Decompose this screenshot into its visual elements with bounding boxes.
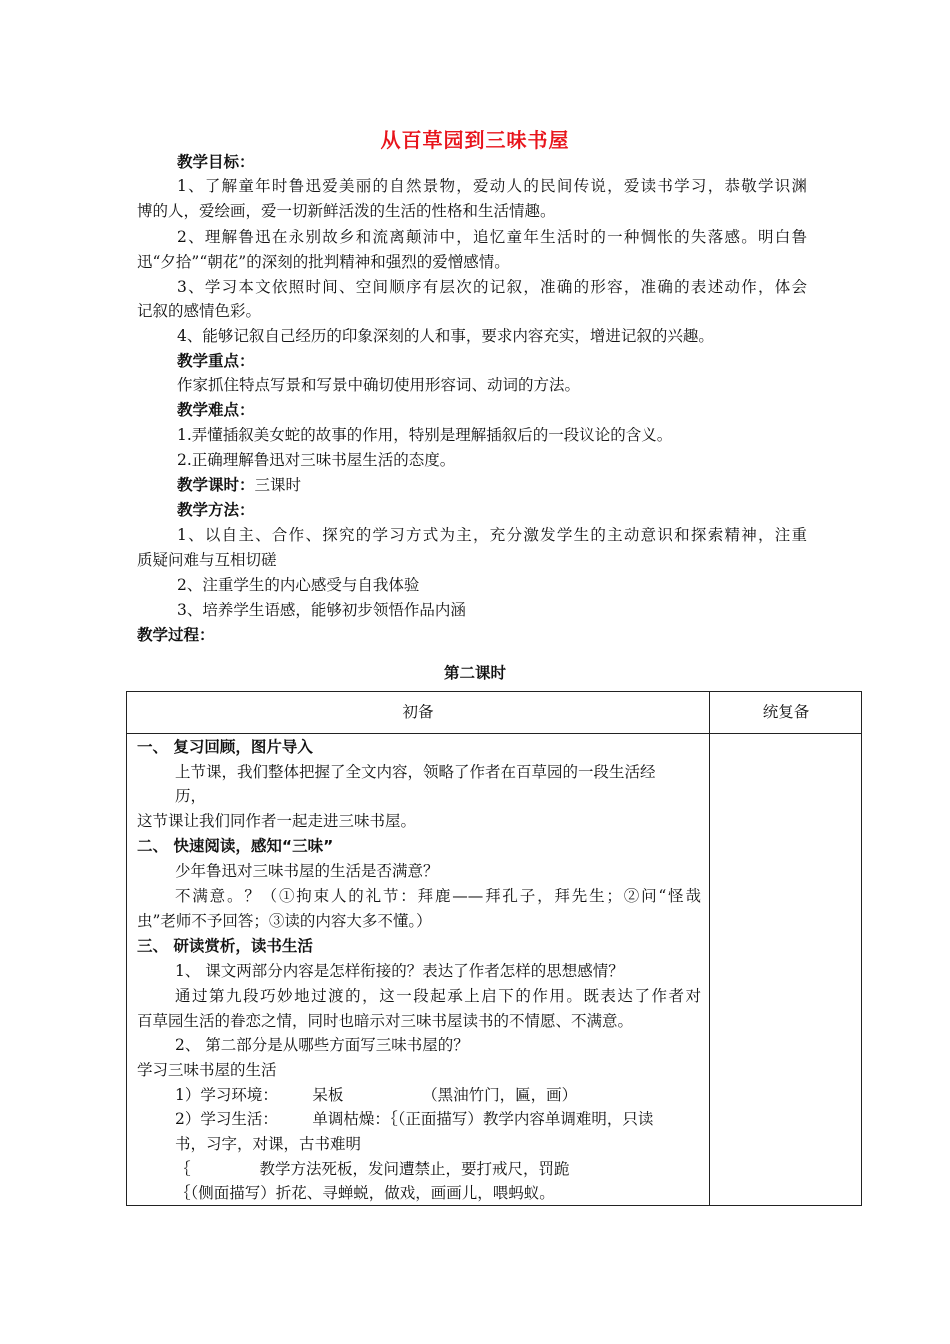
lesson-table [126, 691, 862, 1206]
objective-2-line-2: 迅“夕拾”“朝花”的深刻的批判精神和强烈的爱憎感情。 [137, 253, 510, 271]
difficulty-1: 1.弄懂插叙美女蛇的故事的作用，特别是理解插叙后的一段议论的含义。 [177, 426, 673, 444]
objective-2-line-1: 2、理解鲁迅在永别故乡和流离颠沛中，追忆童年生活时的一种惆怅的失落感。明白鲁 [177, 228, 807, 246]
key-points-heading: 教学重点： [177, 352, 255, 370]
objective-4: 4、能够记叙自己经历的印象深刻的人和事，要求内容充实，增进记叙的兴趣。 [177, 327, 714, 345]
lesson-title: 第二课时 [443, 664, 506, 682]
method-3: 3、培养学生语感，能够初步领悟作品内涵 [177, 601, 466, 619]
periods-value: 三课时 [254, 476, 302, 494]
column-header-unified-review: 统复备 [762, 703, 810, 721]
section-3-line-6: 1）学习环境： 呆板 （黑油竹门，匾，画） [175, 1086, 578, 1104]
section-3-line-4: 2、 第二部分是从哪些方面写三味书屋的？ [175, 1036, 469, 1054]
section-2-line-3: 虫”老师不予回答；③读的内容大多不懂。） [137, 912, 432, 930]
objective-1-line-2: 博的人，爱绘画，爱一切新鲜活泼的生活的性格和生活情趣。 [137, 202, 556, 220]
section-3-line-7: 2）学习生活： 单调枯燥：｛（正面描写）教学内容单调难明，只读 [175, 1110, 654, 1128]
section-2-line-2: 不满意。？（①拘束人的礼节：拜鹿——拜孔子，拜先生；②问“怪哉 [175, 887, 701, 905]
section-2-heading: 二、 快速阅读，感知“三味” [137, 837, 334, 855]
table-column-divider [709, 692, 710, 1205]
difficulties-heading: 教学难点： [177, 401, 255, 419]
section-3-line-9: ｛ 教学方法死板，发问遭禁止，要打戒尺，罚跪 [175, 1160, 570, 1178]
section-1-heading: 一、 复习回顾，图片导入 [137, 738, 313, 756]
section-1-line-3: 这节课让我们同作者一起走进三味书屋。 [137, 812, 417, 830]
difficulty-2: 2.正确理解鲁迅对三味书屋生活的态度。 [177, 451, 456, 469]
key-points-text: 作家抓住特点写景和写景中确切使用形容词、动词的方法。 [177, 376, 581, 394]
objectives-heading: 教学目标： [177, 153, 255, 171]
section-3-line-3: 百草园生活的眷恋之情，同时也暗示对三味书屋读书的不情愿、不满意。 [137, 1012, 634, 1030]
periods-row [177, 474, 301, 496]
section-3-line-5: 学习三味书屋的生活 [137, 1061, 277, 1079]
objective-3-line-2: 记叙的感情色彩。 [137, 302, 262, 320]
objective-1-line-1: 1、了解童年时鲁迅爱美丽的自然景物，爱动人的民间传说，爱读书学习，恭敬学识渊 [177, 177, 807, 195]
section-3-heading: 三、 研读赏析，读书生活 [137, 937, 313, 955]
periods-heading: 教学课时： [177, 476, 255, 494]
section-3-line-10: ｛（侧面描写）折花、寻蝉蜕，做戏，画画儿，喂蚂蚁。 [175, 1184, 555, 1202]
section-1-line-1: 上节课，我们整体把握了全文内容，领略了作者在百草园的一段生活经 [175, 763, 656, 781]
column-header-initial-prep: 初备 [402, 703, 434, 721]
methods-heading: 教学方法： [177, 501, 255, 519]
objective-3-line-1: 3、学习本文依照时间、空间顺序有层次的记叙，准确的形容，准确的表述动作，体会 [177, 278, 807, 296]
section-3-line-1: 1、 课文两部分内容是怎样衔接的？表达了作者怎样的思想感情？ [175, 962, 624, 980]
method-1-line-2: 质疑问难与互相切磋 [137, 551, 277, 569]
document-title: 从百草园到三味书屋 [380, 128, 570, 152]
section-3-line-8: 书，习字，对课，古书难明 [175, 1135, 362, 1153]
table-header-divider [127, 733, 861, 734]
section-2-line-1: 少年鲁迅对三味书屋的生活是否满意？ [175, 862, 439, 880]
method-1-line-1: 1、以自主、合作、探究的学习方式为主，充分激发学生的主动意识和探索精神，注重 [177, 526, 807, 544]
method-2: 2、注重学生的内心感受与自我体验 [177, 576, 420, 594]
section-3-line-2: 通过第九段巧妙地过渡的，这一段起承上启下的作用。既表达了作者对 [175, 987, 701, 1005]
process-heading: 教学过程： [137, 626, 215, 644]
section-1-line-2: 历， [175, 787, 207, 805]
